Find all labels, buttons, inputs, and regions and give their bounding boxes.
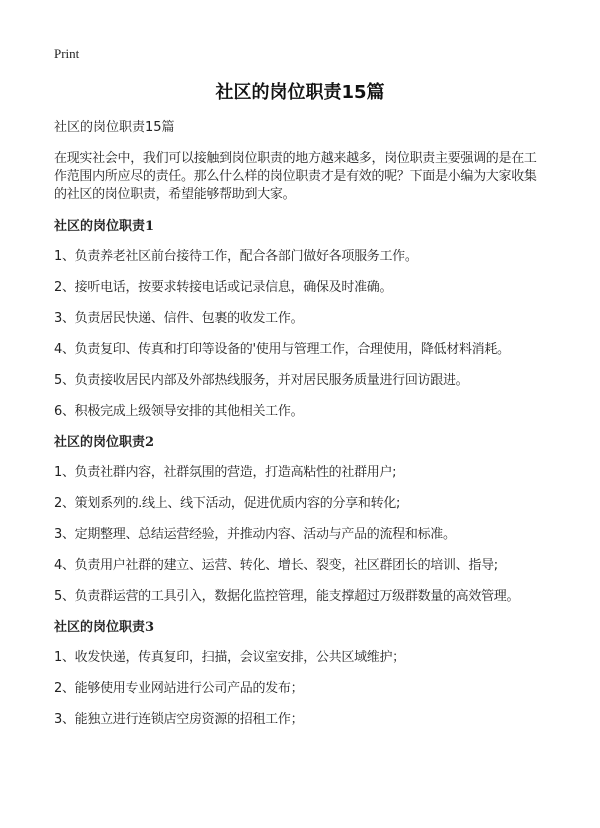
intro-paragraph: 在现实社会中，我们可以接触到岗位职责的地方越来越多，岗位职责主要强调的是在工作范围内所应尽的责任。那么什么样的岗位职责才是有效的呢？下面是小编为大家收集的社区的岗位职责，希望能够帮助到大家。	[54, 151, 537, 202]
list-item: 1、收发快递，传真复印，扫描，会议室安排，公共区域维护；	[54, 650, 405, 665]
list-item: 3、负责居民快递、信件、包裹的收发工作。	[54, 311, 304, 326]
section-heading: 社区的岗位职责1	[54, 219, 155, 234]
list-item: 3、能独立进行连锁店空房资源的招租工作；	[54, 712, 304, 727]
list-item: 2、策划系列的.线上、线下活动，促进优质内容的分享和转化;	[54, 496, 401, 511]
section-heading: 社区的岗位职责3	[54, 620, 155, 635]
list-item: 2、接听电话，按要求转接电话或记录信息，确保及时准确。	[54, 280, 393, 295]
page-title: 社区的岗位职责15篇	[215, 82, 385, 103]
list-item: 4、负责复印、传真和打印等设备的'使用与管理工作，合理使用，降低材料消耗。	[54, 342, 510, 357]
list-item: 2、能够使用专业网站进行公司产品的发布；	[54, 681, 304, 696]
print-link[interactable]: Print	[54, 46, 80, 61]
list-item: 1、负责养老社区前台接待工作，配合各部门做好各项服务工作。	[54, 249, 418, 264]
section-2	[54, 434, 548, 606]
list-item: 4、负责用户社群的建立、运营、转化、增长、裂变，社区群团长的培训、指导;	[54, 558, 498, 573]
list-item: 6、积极完成上级领导安排的其他相关工作。	[54, 404, 304, 419]
list-item: 3、定期整理、总结运营经验，并推动内容、活动与产品的流程和标准。	[54, 527, 456, 542]
section-3	[54, 619, 548, 729]
document-subtitle: 社区的岗位职责15篇	[54, 120, 175, 135]
section-heading: 社区的岗位职责2	[54, 435, 155, 450]
list-item: 1、负责社群内容，社群氛围的营造，打造高粘性的社群用户;	[54, 465, 397, 480]
document-body	[54, 119, 548, 742]
list-item: 5、负责接收居民内部及外部热线服务，并对居民服务质量进行回访跟进。	[54, 373, 469, 388]
list-item: 5、负责群运营的工具引入，数据化监控管理，能支撑超过万级群数量的高效管理。	[54, 589, 520, 604]
section-1	[54, 218, 548, 421]
